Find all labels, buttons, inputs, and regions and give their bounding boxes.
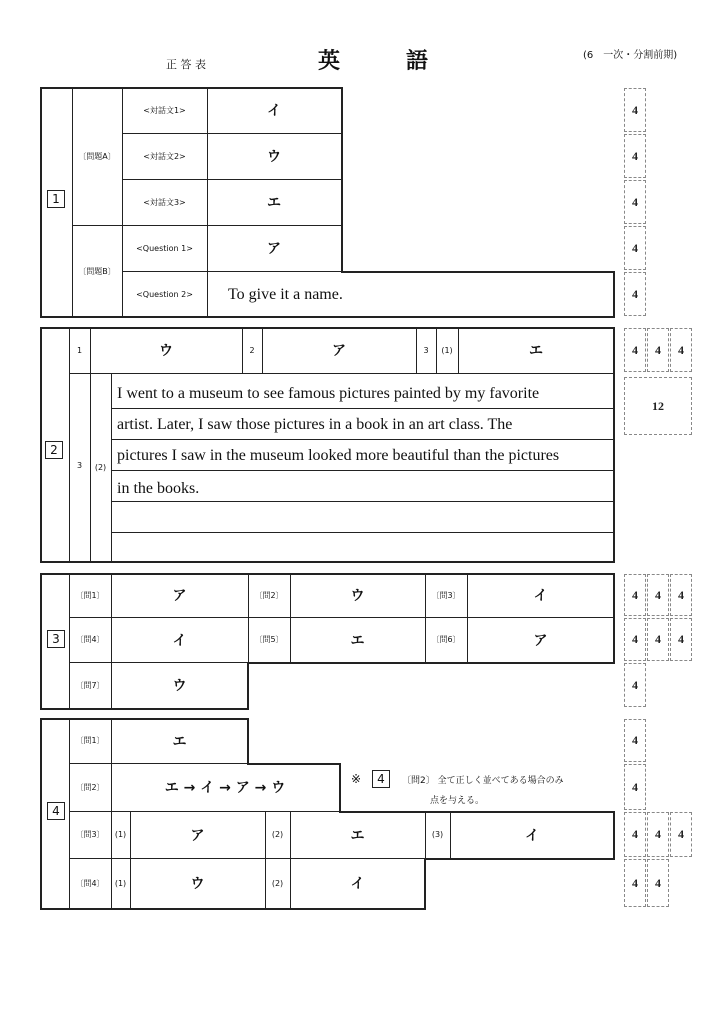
s3-score-4: 4 bbox=[624, 618, 646, 661]
s4-score-1: 4 bbox=[624, 719, 646, 762]
s4-q1-label: 〔問1〕 bbox=[75, 736, 105, 745]
s4-q2-label: 〔問2〕 bbox=[75, 782, 105, 792]
s3-score-2: 4 bbox=[647, 574, 669, 616]
s1-row4-label: <Question 1> bbox=[136, 243, 193, 253]
s1-row1-label: <対話文1> bbox=[143, 105, 186, 115]
s1-row4-answer: ア bbox=[267, 241, 281, 257]
s2-score-2: 4 bbox=[647, 328, 669, 372]
s2-essay-line-2: artist. Later, I saw those pictures in a book in an art class. The bbox=[117, 416, 513, 433]
group-a-label: 〔問題A〕 bbox=[78, 151, 116, 161]
s2-q3-label-lower: 3 bbox=[76, 460, 83, 470]
s1-row5-answer: To give it a name. bbox=[228, 286, 343, 303]
s1-row3-answer: エ bbox=[267, 195, 281, 211]
s4-q3-1-answer: ア bbox=[190, 827, 205, 844]
s1-score-2: 4 bbox=[624, 134, 646, 178]
s4-q4-1-sub: (1) bbox=[114, 878, 127, 888]
section-3-number: 3 bbox=[47, 630, 65, 648]
s4-score-7: 4 bbox=[647, 859, 669, 907]
s1-row5-label: <Question 2> bbox=[136, 289, 193, 299]
s4-q4-1-answer: ウ bbox=[190, 876, 205, 892]
s4-score-4: 4 bbox=[647, 812, 669, 857]
doc-title: 正 答 表 bbox=[166, 58, 206, 71]
s2-q2-answer: ア bbox=[332, 343, 346, 359]
s4-q3-3-answer: イ bbox=[525, 827, 539, 844]
s3-q2-answer: ウ bbox=[350, 588, 365, 604]
s3-q4-label: 〔問4〕 bbox=[75, 635, 105, 644]
s3-q6-label: 〔問6〕 bbox=[431, 635, 461, 644]
s3-score-1: 4 bbox=[624, 574, 646, 616]
s3-q4-answer: イ bbox=[172, 632, 187, 649]
s2-essay-line-4: in the books. bbox=[117, 480, 200, 497]
section-2-number: 2 bbox=[45, 441, 63, 459]
s4-note-mark: ※ bbox=[351, 772, 362, 786]
s3-q1-answer: ア bbox=[172, 588, 187, 604]
s4-score-6: 4 bbox=[624, 859, 646, 907]
s4-q4-2-answer: イ bbox=[350, 876, 365, 892]
s1-score-1: 4 bbox=[624, 88, 646, 132]
s4-q4-2-sub: (2) bbox=[271, 878, 284, 888]
s4-q3-1-sub: (1) bbox=[114, 830, 127, 839]
s4-score-5: 4 bbox=[670, 812, 692, 857]
s3-q7-label: 〔問7〕 bbox=[75, 680, 105, 690]
subject-title: 英 語 bbox=[318, 49, 429, 74]
s1-row1-answer: イ bbox=[267, 103, 281, 119]
exam-note: (6 一次・分割前期) bbox=[583, 50, 678, 61]
s1-row2-answer: ウ bbox=[267, 149, 281, 165]
s4-q3-2-sub: (2) bbox=[271, 830, 284, 839]
s1-row2-label: <対話文2> bbox=[143, 151, 186, 161]
s2-q3-1-label: (1) bbox=[441, 345, 453, 355]
s4-note-section-number: 4 bbox=[372, 770, 390, 788]
s4-score-3: 4 bbox=[624, 812, 646, 857]
s4-q3-label: 〔問3〕 bbox=[75, 830, 105, 839]
group-b-label: 〔問題B〕 bbox=[78, 266, 116, 276]
s2-q3-2-label: (2) bbox=[94, 462, 107, 472]
s4-q2-answer: エ → イ → ア → ウ bbox=[164, 780, 286, 796]
s2-q3-label: 3 bbox=[423, 345, 429, 355]
s3-q7-answer: ウ bbox=[172, 678, 187, 694]
s3-score-5: 4 bbox=[647, 618, 669, 661]
s3-q3-label: 〔問3〕 bbox=[431, 590, 461, 600]
s4-note-line-1: 〔問2〕 全て正しく並べてある場合のみ bbox=[402, 776, 564, 786]
s3-q1-label: 〔問1〕 bbox=[75, 590, 105, 600]
s2-essay-line-1: I went to a museum to see famous pictures painted by my favorite bbox=[117, 385, 540, 402]
s3-score-3: 4 bbox=[670, 574, 692, 616]
s3-q3-answer: イ bbox=[533, 588, 548, 604]
s4-note-line-2: 点を与える。 bbox=[430, 796, 485, 806]
s4-q1-answer: エ bbox=[172, 733, 187, 750]
s2-q2-label: 2 bbox=[249, 345, 255, 355]
s3-q5-label: 〔問5〕 bbox=[254, 635, 284, 644]
s2-essay-line-3: pictures I saw in the museum looked more beautiful than the pictures bbox=[117, 447, 560, 464]
s2-score-1: 4 bbox=[624, 328, 646, 372]
s3-q6-answer: ア bbox=[533, 632, 548, 649]
s3-score-7: 4 bbox=[624, 663, 646, 707]
s3-score-6: 4 bbox=[670, 618, 692, 661]
s4-score-2: 4 bbox=[624, 764, 646, 810]
s4-q4-label: 〔問4〕 bbox=[75, 878, 105, 888]
s1-score-4: 4 bbox=[624, 226, 646, 270]
s1-row3-label: <対話文3> bbox=[143, 197, 186, 207]
section-4-number: 4 bbox=[47, 802, 65, 820]
s3-q5-answer: エ bbox=[350, 632, 365, 649]
s4-q3-3-sub: (3) bbox=[431, 830, 444, 839]
s2-q1-label: 1 bbox=[76, 345, 83, 355]
s1-score-3: 4 bbox=[624, 180, 646, 224]
s3-q2-label: 〔問2〕 bbox=[254, 590, 284, 600]
s2-score-4: 12 bbox=[624, 377, 692, 435]
s2-score-3: 4 bbox=[670, 328, 692, 372]
s2-q1-answer: ウ bbox=[159, 343, 173, 359]
s1-score-5: 4 bbox=[624, 272, 646, 316]
section-1-number: 1 bbox=[47, 190, 65, 208]
s4-q3-2-answer: エ bbox=[350, 827, 365, 844]
s2-q3-1-answer: エ bbox=[529, 343, 543, 359]
